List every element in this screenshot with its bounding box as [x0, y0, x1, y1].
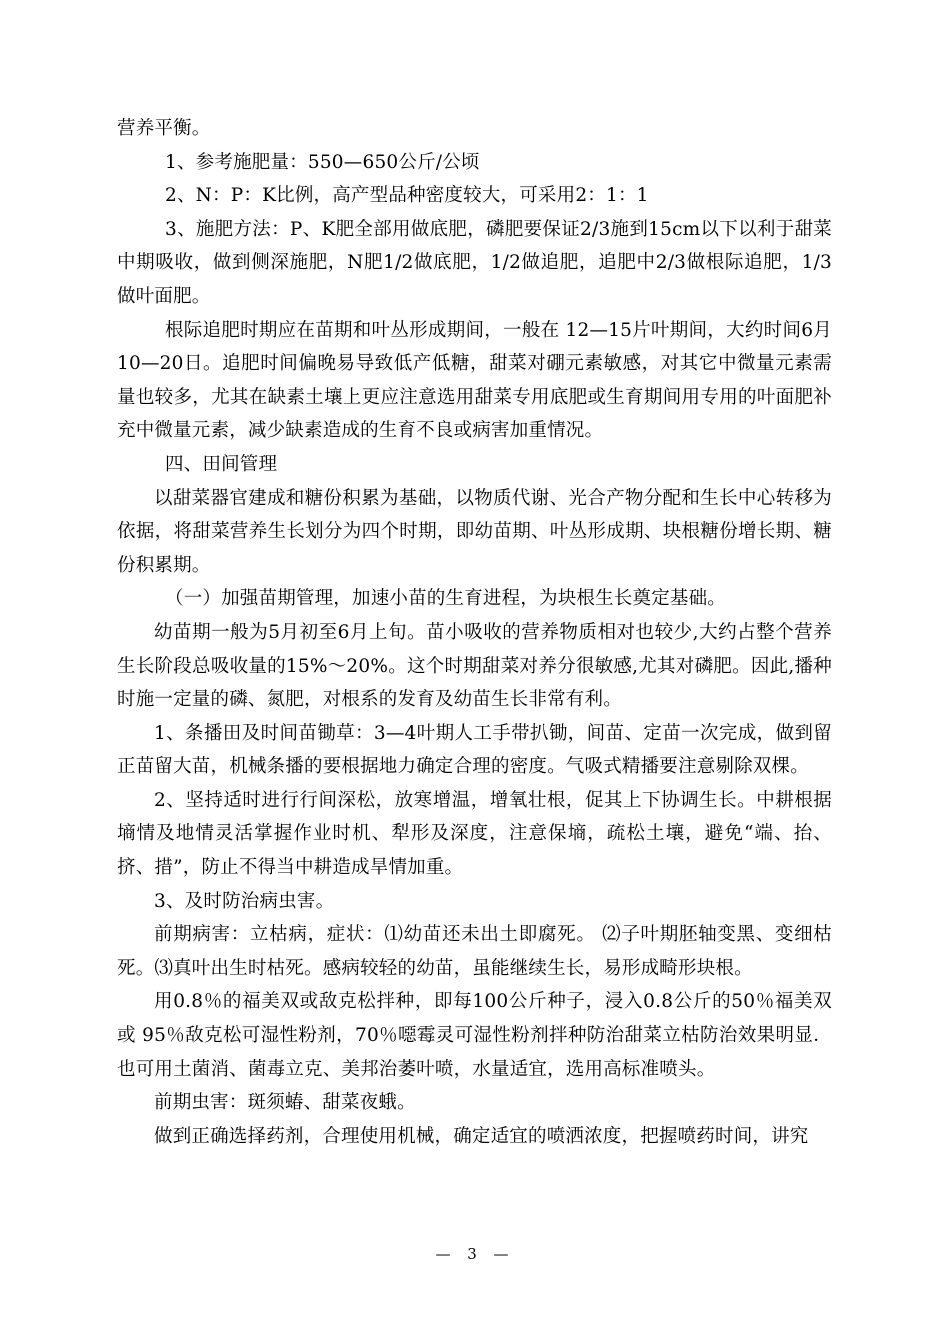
- paragraph-3: 2、N：P：K比例，高产型品种密度较大，可采用2：1：1: [165, 185, 649, 207]
- document-body: [117, 112, 832, 1153]
- paragraph-4: 3、施肥方法：P、K肥全部用做底肥，磷肥要保证2/3施到15cm以下以利于甜菜中期吸收，做到侧深施肥，N肥1/2做底肥，1/2做追肥，追肥中2/3做根际追肥，1/3做叶面肥。: [117, 218, 832, 307]
- section-heading-field-management: 四、田间管理: [165, 453, 278, 475]
- paragraph-1: 营养平衡。: [117, 118, 211, 139]
- paragraph-5: 根际追肥时期应在苗期和叶丛形成期间，一般在 12—15片叶期间，大约时间6月10—20日。追肥时间偏晚易导致低产低糖，甜菜对硼元素敏感，对其它中微量元素需量也较多，尤其在缺素土壤上更应注意选用甜菜专用底肥或生育期间用专用的叶面肥补充中微量元素，减少缺素造成的生育不良或病害加重情况。: [117, 319, 832, 442]
- paragraph-2: 1、参考施肥量：550—650公斤/公顷: [165, 151, 480, 173]
- paragraph-14: 用0.8％的福美双或敌克松拌种，即每100公斤种子，浸入0.8公斤的50％福美双或 95％敌克松可湿性粉剂，70％噁霉灵可湿性粉剂拌种防治甜菜立枯防治效果明显．也可用土菌消、菌毒立克、美邦治萎叶喷，水量适宜，选用高标准喷头。: [117, 991, 832, 1080]
- paragraph-12: 3、及时防治病虫害。: [154, 890, 335, 912]
- paragraph-9: 幼苗期一般为5月初至6月上旬。苗小吸收的营养物质相对也较少,大约占整个营养生长阶段总吸收量的15%～20%。这个时期甜菜对养分很敏感,尤其对磷肥。因此,播种时施一定量的磷、氮肥，对根系的发育及幼苗生长非常有利。: [117, 621, 832, 711]
- paragraph-13: 前期病害：立枯病，症状：⑴幼苗还未出土即腐死。 ⑵子叶期胚轴变黑、变细枯死。⑶真叶出生时枯死。感病较轻的幼苗，虽能继续生长，易形成畸形块根。: [117, 924, 832, 979]
- subsection-heading-seedling: （一）加强苗期管理，加速小苗的生育进程，为块根生长奠定基础。: [165, 588, 727, 610]
- page-number: — 3 —: [435, 1245, 515, 1263]
- paragraph-16: 做到正确选择药剂，合理使用机械，确定适宜的喷洒浓度，把握喷药时间，讲究: [154, 1125, 809, 1147]
- paragraph-15: 前期虫害：斑须蝽、甜菜夜蛾。: [154, 1092, 416, 1114]
- paragraph-11: 2、坚持适时进行行间深松，放寒增温，增氧壮根，促其上下协调生长。中耕根据墒情及地情灵活掌握作业时机、犁形及深度，注意保墒，疏松土壤，避免“端、抬、挤、措”，防止不得当中耕造成旱情加重。: [117, 789, 832, 879]
- paragraph-7: 以甜菜器官建成和糖份积累为基础，以物质代谢、光合产物分配和生长中心转移为依据，将甜菜营养生长划分为四个时期，即幼苗期、叶丛形成期、块根糖份增长期、糖份积累期。: [117, 487, 832, 576]
- paragraph-10: 1、条播田及时间苗锄草：3—4叶期人工手带扒锄，间苗、定苗一次完成，做到留正苗留大苗，机械条播的要根据地力确定合理的密度。气吸式精播要注意剔除双棵。: [117, 722, 832, 778]
